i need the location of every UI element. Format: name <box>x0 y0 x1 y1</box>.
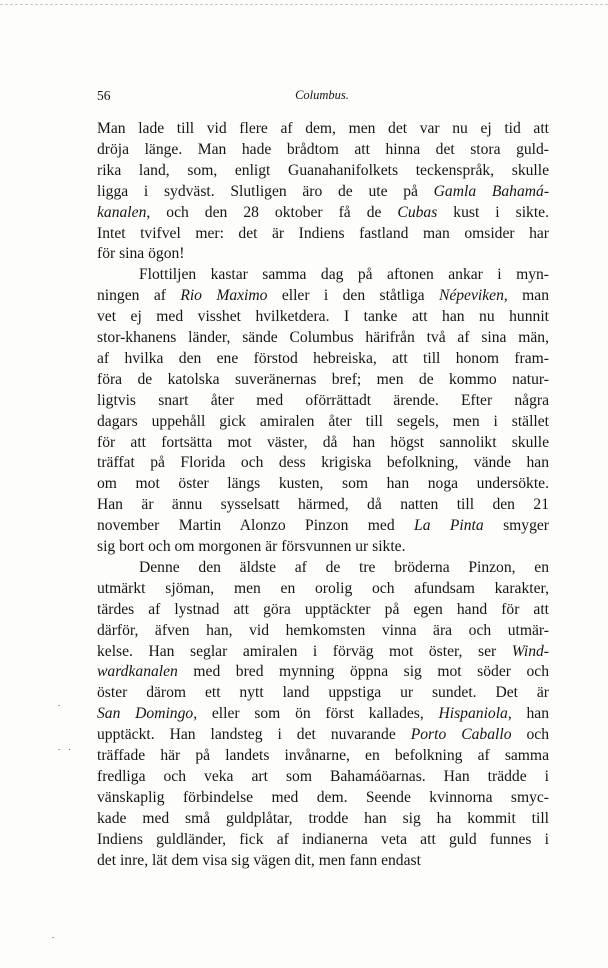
text-line <box>97 433 549 453</box>
text-run: Intet tvifvel mer: det är Indiens fastland man omsider har <box>97 224 549 242</box>
italic-place-name: Cubas <box>397 203 438 221</box>
text-run: rika land, som, enligt Guanahanifolkets teckenspråk, skulle <box>97 161 549 179</box>
text-line <box>97 453 549 473</box>
italic-place-name: wardkanalen <box>97 663 178 681</box>
text-line <box>97 600 549 620</box>
text-run: Indiens guldländer, fick af indianerna veta att guld funnes i <box>97 830 549 848</box>
italic-place-name: Gamla Bahamá- <box>433 182 550 200</box>
text-run: och <box>511 726 549 744</box>
text-line <box>97 391 549 411</box>
text-run: upptäckt. Han landsteg i det nuvarande <box>97 726 411 744</box>
text-run: ligtvis snart åter med oförrättadt ärende. Efter några <box>97 391 549 409</box>
text-run: , och den 28 oktober få de <box>146 203 398 221</box>
text-line <box>97 516 549 536</box>
text-line <box>97 349 549 369</box>
text-line <box>97 704 549 724</box>
italic-place-name: Hispaniola <box>438 705 508 723</box>
text-run: dröja länge. Man hade brådtom att hinna det stora guld- <box>97 140 549 158</box>
text-line <box>97 725 549 745</box>
text-run: fredliga och veka art som Bahamáöarnas. Han trädde i <box>97 767 549 785</box>
text-line <box>97 537 549 557</box>
text-line <box>139 558 549 578</box>
text-run: , han <box>507 705 549 723</box>
text-run: november Martin Alonzo Pinzon med <box>97 517 415 535</box>
italic-place-name: Rio Maximo <box>180 287 268 305</box>
text-run: vänskaplig förbindelse med dem. Seende kvinnorna smyc- <box>97 788 549 806</box>
text-run: kade med små guldplåtar, trodde han sig ha kommit till <box>97 809 549 827</box>
text-run: kelse. Han seglar amiralen i förväg mot öster, ser <box>97 642 512 660</box>
text-run: smyger <box>483 517 549 535</box>
text-run: föra de katolska suveränernas bref; men de kommo natur- <box>97 370 549 388</box>
text-line <box>97 683 549 703</box>
margin-dot: . <box>58 698 64 708</box>
italic-place-name: San Domingo <box>97 705 194 723</box>
text-line <box>97 788 549 808</box>
italic-place-name: Népeviken <box>438 287 504 305</box>
text-line <box>97 203 549 223</box>
text-run: det inre, lät dem visa sig vägen dit, men fann endast <box>97 851 421 869</box>
running-title: Columbus. <box>295 88 349 102</box>
text-line <box>139 265 549 285</box>
page-header <box>97 88 547 110</box>
text-line <box>97 746 549 766</box>
text-run: ningen af <box>97 287 181 305</box>
italic-place-name: La Pinta <box>414 517 484 535</box>
text-run: för att fortsätta mot väster, då han högst sannolikt skulle <box>97 433 549 451</box>
text-line <box>97 224 549 244</box>
text-line <box>97 119 549 139</box>
text-line <box>97 495 549 515</box>
text-line <box>97 642 549 662</box>
text-run: ligga i sydväst. Slutligen äro de ute på <box>97 182 434 200</box>
text-run: träffat på Florida och dess krigiska befolkning, vände han <box>97 454 549 472</box>
italic-place-name: kanalen <box>97 203 147 221</box>
margin-dots: . . <box>58 742 74 752</box>
text-run: tärdes af lystnad att göra upptäckter på egen hand för att <box>97 600 549 618</box>
text-run: därför, äfven han, vid hemkomsten vinna ära och utmär- <box>97 621 549 639</box>
text-line <box>97 809 549 829</box>
text-run: Man lade till vid flere af dem, men det var nu ej tid att <box>97 120 549 137</box>
text-run: eller i den ståtliga <box>267 287 439 305</box>
text-line <box>97 328 549 348</box>
text-run: kust i sikte. <box>437 203 549 221</box>
italic-place-name: Wind- <box>511 642 549 660</box>
text-run: , man <box>503 287 549 305</box>
italic-place-name: Porto Caballo <box>410 726 512 744</box>
text-line <box>97 412 549 432</box>
text-run: träffade här på landets invånarne, en befolkning af samma <box>97 747 549 764</box>
text-run: af hvilka den ene förstod hebreiska, att till honom fram- <box>97 349 549 367</box>
text-run: , eller som ön först kallades, <box>193 705 439 723</box>
text-line <box>97 140 549 160</box>
text-run: Denne den äldste af de tre bröderna Pinzon, en <box>139 558 549 576</box>
text-line <box>97 474 549 494</box>
text-run: för sina ögon! <box>97 245 185 263</box>
text-run: Han är ännu sysselsatt härmed, då natten till den 21 <box>97 496 549 514</box>
text-line <box>97 370 549 390</box>
text-run: öster därom ett nytt land uppstiga ur sundet. Det är <box>97 684 549 702</box>
text-run: vet ej med visshet hvilketdera. I tanke att han nu hunnit <box>97 308 549 326</box>
text-line <box>97 244 549 264</box>
text-line <box>97 767 549 787</box>
page-number: 56 <box>97 88 111 103</box>
text-line <box>97 579 549 599</box>
text-run: om mot öster längs kusten, som han noga undersökte. <box>97 475 549 493</box>
text-line <box>97 830 549 850</box>
text-run: stor-khanens länder, sände Columbus härifrån två af sina män, <box>97 329 549 346</box>
text-line <box>97 182 549 202</box>
text-run: sig bort och om morgonen är försvunnen ur sikte. <box>97 538 406 555</box>
text-line <box>97 851 549 871</box>
top-edge-mark <box>0 4 608 7</box>
text-line <box>97 621 549 641</box>
text-run: utmärkt sjöman, men en orolig och afundsam karakter, <box>97 579 549 597</box>
text-line <box>97 662 549 682</box>
text-line <box>97 307 549 327</box>
margin-dot: . <box>52 930 58 940</box>
text-run: med bred mynning öppna sig mot söder och <box>177 663 549 681</box>
text-line <box>97 286 549 306</box>
text-run: dagars uppehåll gick amiralen åter till segels, men i stället <box>97 412 549 430</box>
text-run: Flottiljen kastar samma dag på aftonen ankar i myn- <box>139 266 549 284</box>
text-line <box>97 161 549 181</box>
